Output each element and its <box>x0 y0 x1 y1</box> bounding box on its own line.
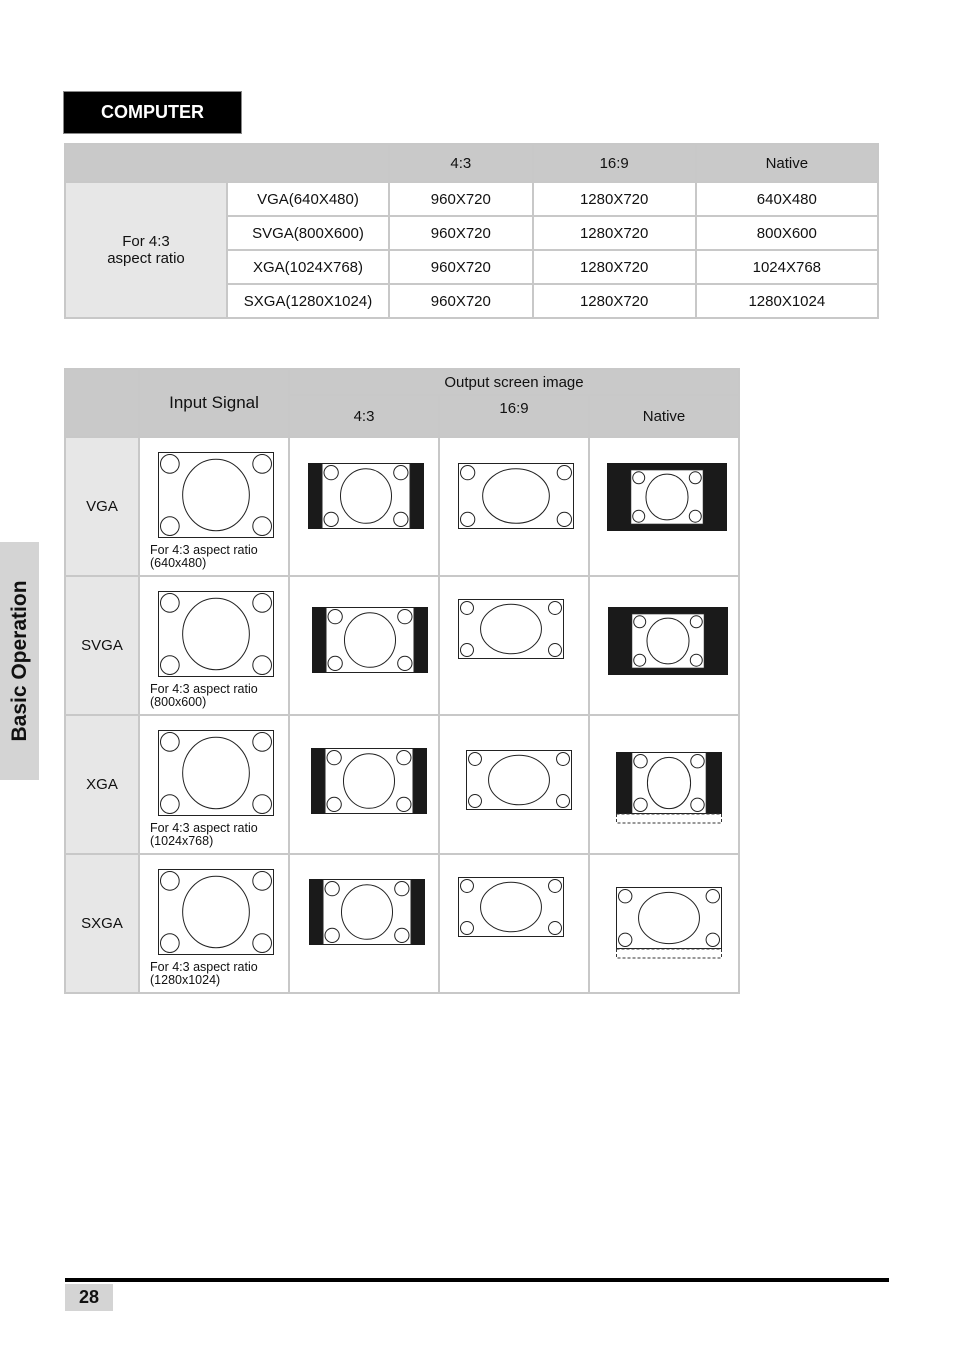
screen-frame <box>159 453 274 538</box>
signal-cell: XGA(1024X768) <box>227 250 389 284</box>
screen-frame <box>159 731 274 816</box>
screen-frame <box>459 878 564 937</box>
output-16-9-cell <box>439 715 589 854</box>
side-tab-label: Basic Operation <box>8 580 31 742</box>
section-label: COMPUTER <box>65 93 240 132</box>
output-native-cell <box>589 576 739 715</box>
screen-frame <box>631 470 704 524</box>
screen-diagram <box>158 591 274 677</box>
group-label-line1: For 4:3 <box>122 233 170 250</box>
value-cell: 960X720 <box>389 182 533 216</box>
header-blank-cell <box>65 369 139 437</box>
signal-cell: VGA(640X480) <box>227 182 389 216</box>
value-cell: 960X720 <box>389 250 533 284</box>
header-native: Native <box>589 395 739 437</box>
screen-frame <box>459 600 564 659</box>
output-16-9-cell <box>439 437 589 576</box>
screen-diagram <box>308 463 424 529</box>
screen-frame <box>632 614 705 668</box>
input-caption <box>150 822 258 848</box>
header-4-3: 4:3 <box>289 395 439 437</box>
footer-rule <box>65 1278 889 1282</box>
value-cell: 1280X720 <box>533 216 696 250</box>
screen-frame <box>322 464 410 529</box>
caption-line: (1280x1024) <box>150 973 221 987</box>
output-native-cell <box>589 437 739 576</box>
value-cell: 1280X720 <box>533 250 696 284</box>
screen-diagram <box>158 869 274 955</box>
screen-frame <box>159 592 274 677</box>
side-tab <box>0 542 39 780</box>
cropped-area <box>617 814 722 823</box>
header-4-3: 4:3 <box>389 144 533 182</box>
table-row <box>65 182 878 216</box>
caption-line: For 4:3 aspect ratio <box>150 682 258 696</box>
output-4-3-cell <box>289 715 439 854</box>
signal-cell: SVGA(800X600) <box>227 216 389 250</box>
header-16-9: 16:9 <box>439 395 589 437</box>
value-cell: 640X480 <box>696 182 878 216</box>
row-label: XGA <box>65 715 139 854</box>
value-cell: 1280X720 <box>533 284 696 318</box>
output-4-3-cell <box>289 576 439 715</box>
value-cell: 800X600 <box>696 216 878 250</box>
signal-cell: SXGA(1280X1024) <box>227 284 389 318</box>
output-native-cell <box>589 715 739 854</box>
screen-diagram <box>458 599 564 659</box>
table-row <box>65 576 739 715</box>
screen-frame <box>459 464 574 529</box>
screen-frame <box>632 753 706 814</box>
caption-line: (1024x768) <box>150 834 214 848</box>
table-row <box>65 715 739 854</box>
caption-line: (800x600) <box>150 695 207 709</box>
header-16-9: 16:9 <box>533 144 696 182</box>
screen-diagram <box>466 750 572 810</box>
output-4-3-cell <box>289 854 439 993</box>
value-cell: 960X720 <box>389 284 533 318</box>
input-caption <box>150 544 258 570</box>
caption-line: For 4:3 aspect ratio <box>150 821 258 835</box>
screen-diagram <box>458 877 564 937</box>
screen-diagram <box>458 463 574 529</box>
screen-diagram <box>311 748 427 814</box>
table-row <box>65 854 739 993</box>
input-image-cell <box>139 715 289 854</box>
input-image-cell <box>139 576 289 715</box>
screen-frame <box>325 749 413 814</box>
screen-frame <box>159 870 274 955</box>
row-label: VGA <box>65 437 139 576</box>
table-header-row <box>65 144 878 182</box>
caption-line: For 4:3 aspect ratio <box>150 960 258 974</box>
value-cell: 1280X1024 <box>696 284 878 318</box>
screen-diagram <box>608 607 728 675</box>
input-image-cell <box>139 437 289 576</box>
screen-diagram <box>607 463 727 531</box>
input-caption <box>150 683 258 709</box>
output-4-3-cell <box>289 437 439 576</box>
screen-frame <box>323 880 411 945</box>
row-label: SVGA <box>65 576 139 715</box>
screen-diagram <box>616 887 722 959</box>
value-cell: 1024X768 <box>696 250 878 284</box>
screen-frame <box>326 608 414 673</box>
page-number: 28 <box>65 1284 113 1311</box>
output-16-9-cell <box>439 576 589 715</box>
caption-line: For 4:3 aspect ratio <box>150 543 258 557</box>
header-input-signal: Input Signal <box>139 369 289 437</box>
screen-diagram <box>312 607 428 673</box>
input-image-cell <box>139 854 289 993</box>
screen-diagram <box>158 730 274 816</box>
header-blank-cell <box>65 144 389 182</box>
resolution-table <box>64 143 879 319</box>
screen-diagram <box>616 752 722 824</box>
screen-diagram <box>309 879 425 945</box>
header-native: Native <box>696 144 878 182</box>
screen-image-table <box>64 368 740 994</box>
group-label-line2: aspect ratio <box>107 250 185 267</box>
cropped-area <box>617 949 722 958</box>
row-label: SXGA <box>65 854 139 993</box>
header-output-screen-image: Output screen image <box>289 369 739 395</box>
screen-diagram <box>158 452 274 538</box>
value-cell: 960X720 <box>389 216 533 250</box>
value-cell: 1280X720 <box>533 182 696 216</box>
table-row <box>65 437 739 576</box>
group-label <box>65 182 227 318</box>
output-16-9-cell <box>439 854 589 993</box>
caption-line: (640x480) <box>150 556 207 570</box>
input-caption <box>150 961 258 987</box>
image-table-header-top <box>65 369 739 395</box>
screen-frame <box>467 751 572 810</box>
output-native-cell <box>589 854 739 993</box>
